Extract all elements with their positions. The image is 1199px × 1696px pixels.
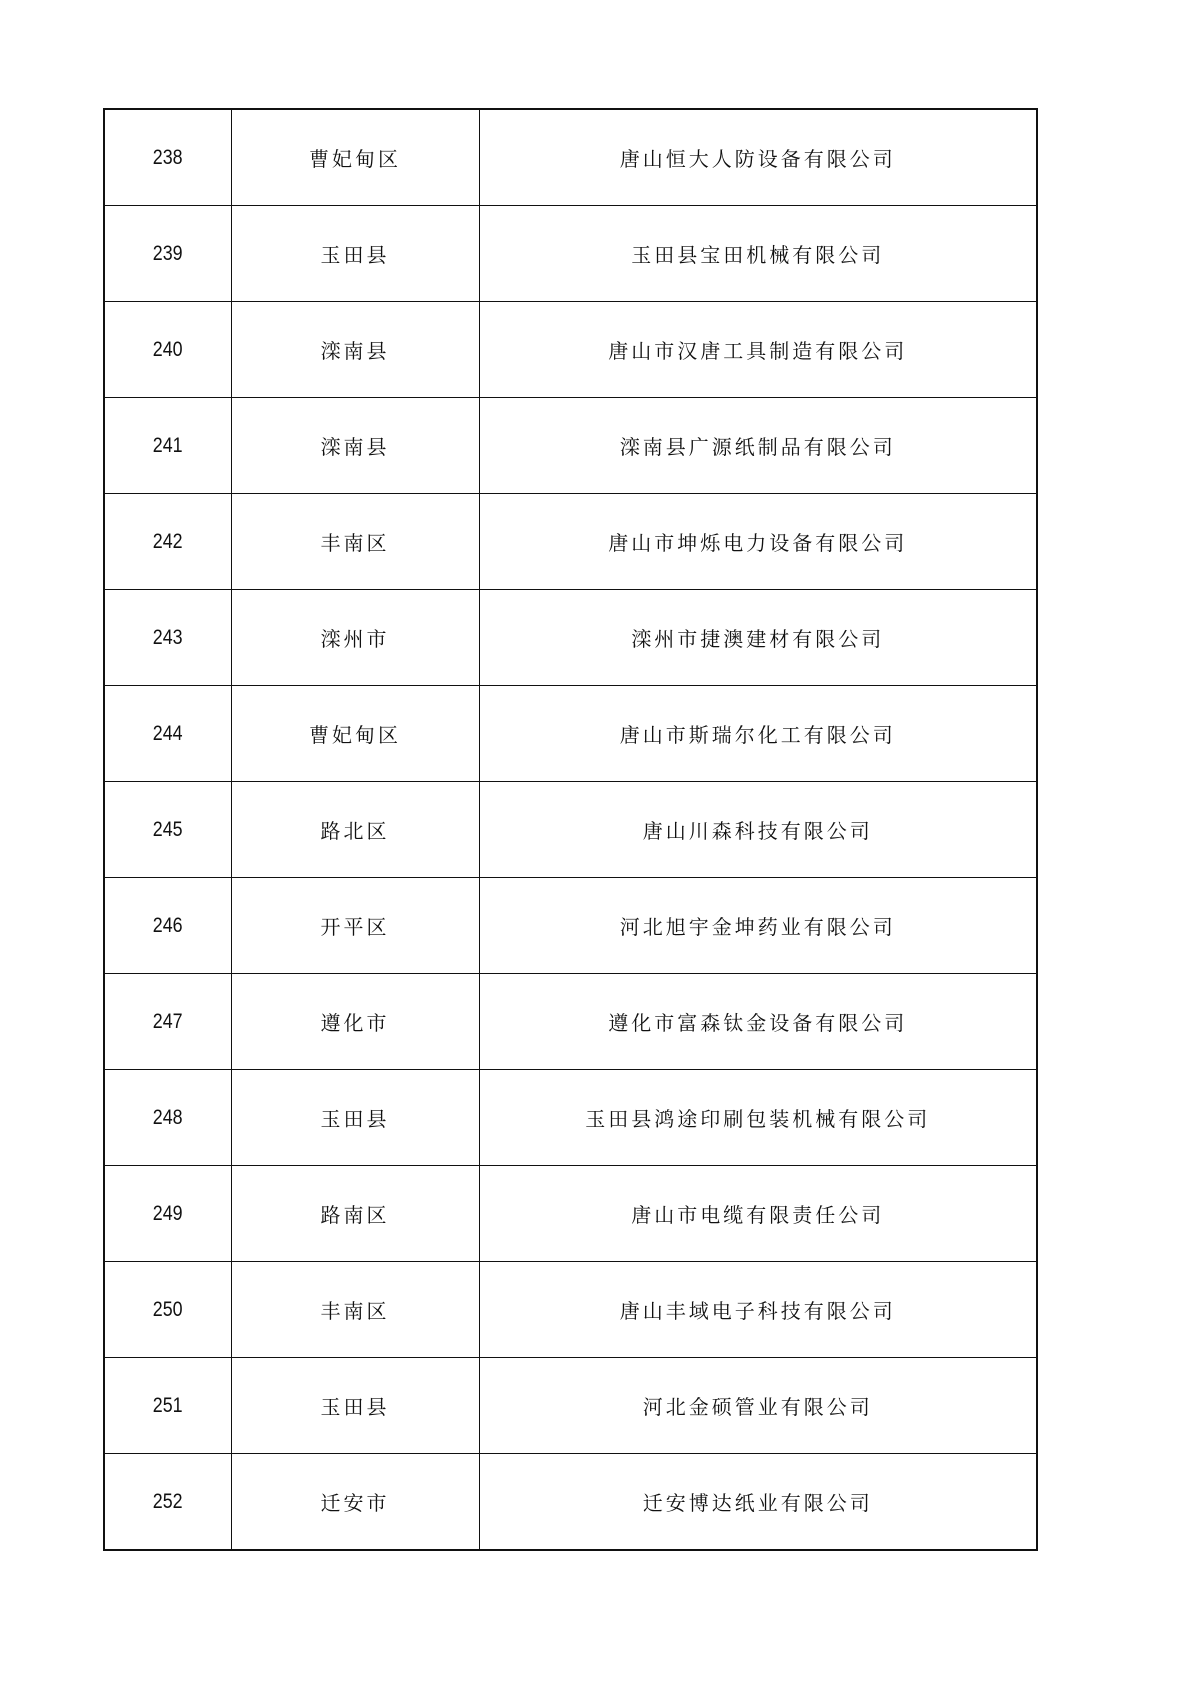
row-number: 251: [114, 1358, 222, 1454]
district-cell: 丰南区: [231, 494, 479, 590]
district-cell: 路南区: [231, 1166, 479, 1262]
table-row: [104, 398, 1037, 494]
row-number: 247: [114, 974, 222, 1070]
table-row: [104, 1358, 1037, 1454]
district-cell: 滦南县: [231, 398, 479, 494]
district-cell: 迁安市: [231, 1454, 479, 1551]
row-number: 242: [114, 494, 222, 590]
table-row: [104, 590, 1037, 686]
company-name-cell: 滦州市捷澳建材有限公司: [479, 590, 1037, 686]
company-name-cell: 河北旭宇金坤药业有限公司: [479, 878, 1037, 974]
company-list-table: [103, 108, 1038, 1551]
district-cell: 开平区: [231, 878, 479, 974]
row-number: 238: [114, 109, 222, 206]
row-number: 248: [114, 1070, 222, 1166]
company-name-cell: 迁安博达纸业有限公司: [479, 1454, 1037, 1551]
company-name-cell: 滦南县广源纸制品有限公司: [479, 398, 1037, 494]
table-row: [104, 109, 1037, 206]
district-cell: 玉田县: [231, 206, 479, 302]
table-body: [104, 109, 1037, 1550]
row-number: 249: [114, 1166, 222, 1262]
company-name-cell: 唐山川森科技有限公司: [479, 782, 1037, 878]
company-name-cell: 唐山市电缆有限责任公司: [479, 1166, 1037, 1262]
row-number: 240: [114, 302, 222, 398]
company-name-cell: 唐山丰域电子科技有限公司: [479, 1262, 1037, 1358]
company-name-cell: 唐山市汉唐工具制造有限公司: [479, 302, 1037, 398]
table-row: [104, 302, 1037, 398]
table-row: [104, 782, 1037, 878]
table-row: [104, 1262, 1037, 1358]
row-number: 252: [114, 1454, 222, 1551]
district-cell: 路北区: [231, 782, 479, 878]
table-row: [104, 1454, 1037, 1551]
row-number: 243: [114, 590, 222, 686]
company-name-cell: 唐山市坤烁电力设备有限公司: [479, 494, 1037, 590]
table-row: [104, 1166, 1037, 1262]
district-cell: 丰南区: [231, 1262, 479, 1358]
row-number: 241: [114, 398, 222, 494]
table-row: [104, 878, 1037, 974]
district-cell: 遵化市: [231, 974, 479, 1070]
table-row: [104, 494, 1037, 590]
company-name-cell: 唐山市斯瑞尔化工有限公司: [479, 686, 1037, 782]
table-row: [104, 206, 1037, 302]
district-cell: 曹妃甸区: [231, 686, 479, 782]
district-cell: 曹妃甸区: [231, 109, 479, 206]
district-cell: 滦州市: [231, 590, 479, 686]
table-row: [104, 1070, 1037, 1166]
row-number: 250: [114, 1262, 222, 1358]
row-number: 239: [114, 206, 222, 302]
row-number: 244: [114, 686, 222, 782]
district-cell: 玉田县: [231, 1070, 479, 1166]
table-row: [104, 974, 1037, 1070]
table-row: [104, 686, 1037, 782]
company-name-cell: 河北金硕管业有限公司: [479, 1358, 1037, 1454]
company-name-cell: 玉田县鸿途印刷包装机械有限公司: [479, 1070, 1037, 1166]
row-number: 246: [114, 878, 222, 974]
company-name-cell: 遵化市富森钛金设备有限公司: [479, 974, 1037, 1070]
row-number: 245: [114, 782, 222, 878]
company-name-cell: 唐山恒大人防设备有限公司: [479, 109, 1037, 206]
company-name-cell: 玉田县宝田机械有限公司: [479, 206, 1037, 302]
district-cell: 滦南县: [231, 302, 479, 398]
district-cell: 玉田县: [231, 1358, 479, 1454]
